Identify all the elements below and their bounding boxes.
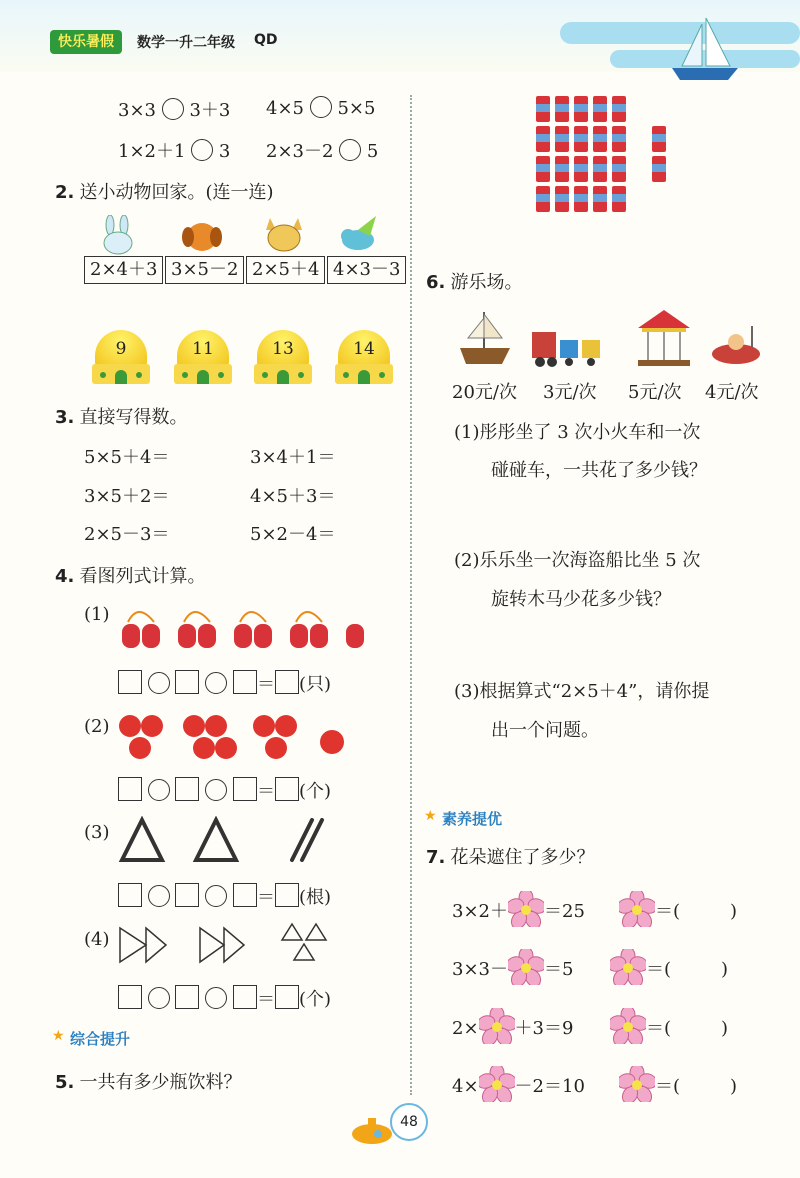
compare-item: 2×3－2 5 <box>266 141 379 162</box>
price-label: 3元/次 <box>543 382 597 403</box>
house[interactable]: 14 <box>335 330 393 386</box>
header-edition: QD <box>254 32 278 48</box>
question-3-title: 3. 直接写得数。 <box>55 407 188 428</box>
star-icon: ★ <box>52 1028 65 1044</box>
section-title: 素养提优 <box>442 810 503 828</box>
expression-box[interactable]: 2×4＋3 <box>84 256 163 284</box>
part-label: (1) <box>84 604 110 625</box>
subquestion-text: 出一个问题。 <box>491 720 599 741</box>
apples-icon <box>118 710 358 766</box>
flower-answer: ＝( ) <box>610 1008 728 1044</box>
equation-blanks: ＝ (只) <box>118 670 331 696</box>
sailboat-icon <box>668 14 742 84</box>
bird-icon <box>336 216 386 254</box>
price-label: 20元/次 <box>452 382 517 403</box>
equation-blanks: ＝ (个) <box>118 985 331 1011</box>
flower-answer: ＝( ) <box>619 1066 737 1102</box>
dog-icon <box>180 215 224 255</box>
header-title: 数学一升二年级 <box>137 35 235 51</box>
submarine-icon <box>350 1112 394 1146</box>
compare-circle[interactable] <box>339 139 361 161</box>
rabbit-icon <box>96 215 140 255</box>
star-icon: ★ <box>424 808 437 824</box>
price-label: 4元/次 <box>705 382 759 403</box>
page-number: 48 <box>390 1103 428 1141</box>
flower-icon[interactable] <box>479 1066 515 1102</box>
house[interactable]: 9 <box>92 330 150 386</box>
flower-answer: ＝( ) <box>610 949 728 985</box>
question-6-title: 6. 游乐场。 <box>426 272 523 293</box>
flower-icon[interactable] <box>508 891 544 927</box>
arithmetic-item[interactable]: 4×5＋3＝ <box>250 486 336 507</box>
section-title: 综合提升 <box>70 1030 131 1048</box>
compare-item: 4×5 5×5 <box>266 98 376 119</box>
triangles-icon <box>116 922 336 968</box>
question-5-title: 5. 一共有多少瓶饮料？ <box>55 1072 242 1093</box>
part-label: (3) <box>84 822 110 843</box>
compare-item: 1×2＋1 3 <box>118 141 231 162</box>
part-label: (2) <box>84 716 110 737</box>
subquestion-text: 碰碰车，一共花了多少钱？ <box>491 460 707 481</box>
sticks-icon <box>116 816 336 866</box>
mittens-icon <box>118 598 378 654</box>
subquestion-text: (2)乐乐坐一次海盗船比坐 5 次 <box>454 550 701 571</box>
subquestion-text: 旋转木马少花多少钱？ <box>491 589 671 610</box>
compare-circle[interactable] <box>191 139 213 161</box>
pirate-ship-icon <box>456 308 514 368</box>
flower-icon <box>610 949 646 985</box>
flower-equation: 3×2＋ ＝25 <box>452 891 585 927</box>
house[interactable]: 13 <box>254 330 312 386</box>
train-icon <box>530 318 620 368</box>
flower-answer: ＝( ) <box>619 891 737 927</box>
arithmetic-item[interactable]: 5×2－4＝ <box>250 524 336 545</box>
price-label: 5元/次 <box>628 382 682 403</box>
question-2-title: 2. 送小动物回家。(连一连) <box>55 182 274 203</box>
drink-bottles-icon <box>536 96 676 216</box>
flower-icon <box>610 1008 646 1044</box>
flower-icon[interactable] <box>479 1008 515 1044</box>
expression-box[interactable]: 4×3－3 <box>327 256 406 284</box>
header-badge: 快乐暑假 <box>50 30 122 54</box>
house[interactable]: 11 <box>174 330 232 386</box>
carousel-icon <box>634 306 694 368</box>
expression-box[interactable]: 2×5＋4 <box>246 256 325 284</box>
compare-circle[interactable] <box>310 96 332 118</box>
flower-icon[interactable] <box>508 949 544 985</box>
bumper-car-icon <box>708 322 768 368</box>
expression-box[interactable]: 3×5－2 <box>165 256 244 284</box>
flower-icon <box>619 891 655 927</box>
column-divider <box>410 95 412 1095</box>
compare-item: 3×3 3＋3 <box>118 100 231 121</box>
arithmetic-item[interactable]: 2×5－3＝ <box>84 524 170 545</box>
flower-icon <box>619 1066 655 1102</box>
flower-equation: 3×3－ ＝5 <box>452 949 573 985</box>
question-4-title: 4. 看图列式计算。 <box>55 566 206 587</box>
arithmetic-item[interactable]: 3×4＋1＝ <box>250 447 336 468</box>
arithmetic-item[interactable]: 3×5＋2＝ <box>84 486 170 507</box>
flower-equation: 2× ＋3＝9 <box>452 1008 573 1044</box>
part-label: (4) <box>84 929 110 950</box>
flower-equation: 4× －2＝10 <box>452 1066 585 1102</box>
arithmetic-item[interactable]: 5×5＋4＝ <box>84 447 170 468</box>
subquestion-text: (1)彤彤坐了 3 次小火车和一次 <box>454 422 701 443</box>
cat-icon <box>262 214 306 254</box>
question-7-title: 7. 花朵遮住了多少？ <box>426 847 595 868</box>
subquestion-text: (3)根据算式“2×5＋4”，请你提 <box>454 681 710 702</box>
equation-blanks: ＝ (根) <box>118 883 331 909</box>
compare-circle[interactable] <box>162 98 184 120</box>
equation-blanks: ＝ (个) <box>118 777 331 803</box>
